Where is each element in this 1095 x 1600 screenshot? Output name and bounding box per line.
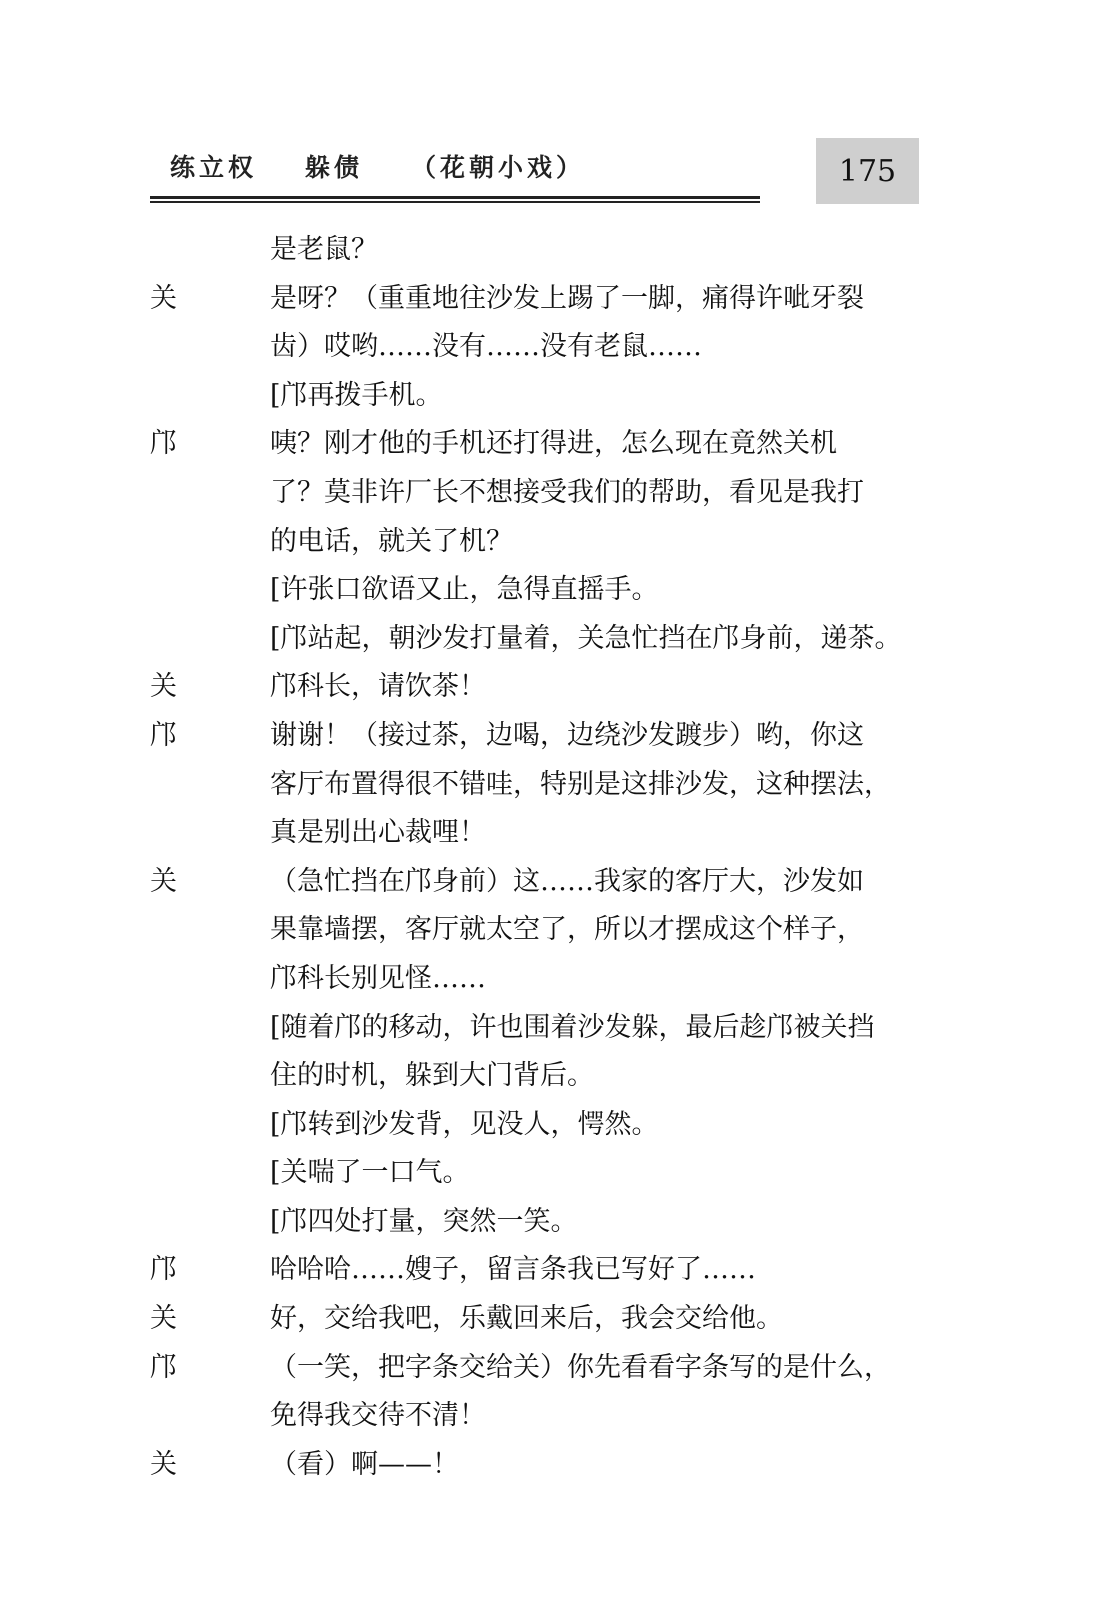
dialogue-line <box>150 275 920 324</box>
dialogue-line <box>150 712 920 761</box>
page-number-box <box>816 138 919 204</box>
dialogue-line <box>150 809 920 858</box>
dialogue-text: 谢谢！（接过茶，边喝，边绕沙发踱步）哟，你这 <box>270 719 864 751</box>
dialogue-line <box>150 1441 920 1490</box>
speaker-name: 邝 <box>150 1254 177 1286</box>
dialogue-text: [许张口欲语又止，急得直摇手。 <box>270 574 659 606</box>
dialogue-line <box>150 761 920 810</box>
dialogue-text: [随着邝的移动，许也围着沙发躲，最后趁邝被关挡 <box>270 1011 875 1043</box>
page-number: 175 <box>838 153 897 189</box>
dialogue-text: 齿）哎哟……没有……没有老鼠…… <box>270 331 702 363</box>
speaker-name: 邝 <box>150 428 177 460</box>
script-body <box>150 226 920 1489</box>
dialogue-text: 客厅布置得很不错哇，特别是这排沙发，这种摆法， <box>270 768 891 800</box>
dialogue-line <box>150 1392 920 1441</box>
dialogue-text: 果靠墙摆，客厅就太空了，所以才摆成这个样子， <box>270 914 864 946</box>
dialogue-line <box>150 858 920 907</box>
dialogue-line <box>150 1246 920 1295</box>
dialogue-text: 的电话，就关了机？ <box>270 525 513 557</box>
dialogue-line <box>150 1149 920 1198</box>
dialogue-text: 邝科长，请饮茶！ <box>270 671 486 703</box>
dialogue-text: [邝四处打量，突然一笑。 <box>270 1205 578 1237</box>
speaker-name: 关 <box>150 865 177 897</box>
running-header <box>170 148 585 184</box>
dialogue-text: （一笑，把字条交给关）你先看看字条写的是什么， <box>270 1351 891 1383</box>
dialogue-line <box>150 518 920 567</box>
speaker-name: 关 <box>150 671 177 703</box>
dialogue-line <box>150 420 920 469</box>
dialogue-line <box>150 663 920 712</box>
header-author: 练立权 <box>170 153 258 182</box>
dialogue-line <box>150 1052 920 1101</box>
dialogue-line <box>150 955 920 1004</box>
dialogue-text: 住的时机，躲到大门背后。 <box>270 1060 594 1092</box>
dialogue-text: 哈哈哈……嫂子，留言条我已写好了…… <box>270 1254 756 1286</box>
header-title: 躲债 <box>305 153 364 182</box>
speaker-name: 关 <box>150 1448 177 1480</box>
dialogue-text: 了？莫非许厂长不想接受我们的帮助，看见是我打 <box>270 476 864 508</box>
dialogue-line <box>150 1198 920 1247</box>
dialogue-line <box>150 226 920 275</box>
speaker-name: 关 <box>150 1303 177 1335</box>
dialogue-line <box>150 906 920 955</box>
dialogue-text: 邝科长别见怪…… <box>270 962 486 994</box>
dialogue-line <box>150 1295 920 1344</box>
dialogue-line <box>150 615 920 664</box>
header-rule-top <box>150 196 760 199</box>
dialogue-text: [邝站起，朝沙发打量着，关急忙挡在邝身前，递茶。 <box>270 622 902 654</box>
dialogue-line <box>150 323 920 372</box>
dialogue-text: 是呀？（重重地往沙发上踢了一脚，痛得许呲牙裂 <box>270 282 864 314</box>
dialogue-text: 真是别出心裁哩！ <box>270 817 486 849</box>
dialogue-text: （急忙挡在邝身前）这……我家的客厅大，沙发如 <box>270 865 864 897</box>
dialogue-text: 好，交给我吧，乐戴回来后，我会交给他。 <box>270 1303 783 1335</box>
dialogue-text: [邝再拨手机。 <box>270 379 443 411</box>
header-subtitle: （花朝小戏） <box>411 153 586 182</box>
speaker-name: 关 <box>150 282 177 314</box>
dialogue-text: [邝转到沙发背，见没人，愕然。 <box>270 1108 659 1140</box>
speaker-name: 邝 <box>150 719 177 751</box>
dialogue-text: （看）啊——！ <box>270 1448 459 1480</box>
speaker-name: 邝 <box>150 1351 177 1383</box>
dialogue-text: 免得我交待不清！ <box>270 1400 486 1432</box>
dialogue-text: [关喘了一口气。 <box>270 1157 470 1189</box>
dialogue-text: 咦？刚才他的手机还打得进，怎么现在竟然关机 <box>270 428 837 460</box>
dialogue-line <box>150 1101 920 1150</box>
dialogue-line <box>150 566 920 615</box>
dialogue-line <box>150 1004 920 1053</box>
header-rule-bottom <box>150 201 760 203</box>
dialogue-line <box>150 372 920 421</box>
dialogue-line <box>150 469 920 518</box>
dialogue-text: 是老鼠？ <box>270 234 378 265</box>
dialogue-line <box>150 1344 920 1393</box>
